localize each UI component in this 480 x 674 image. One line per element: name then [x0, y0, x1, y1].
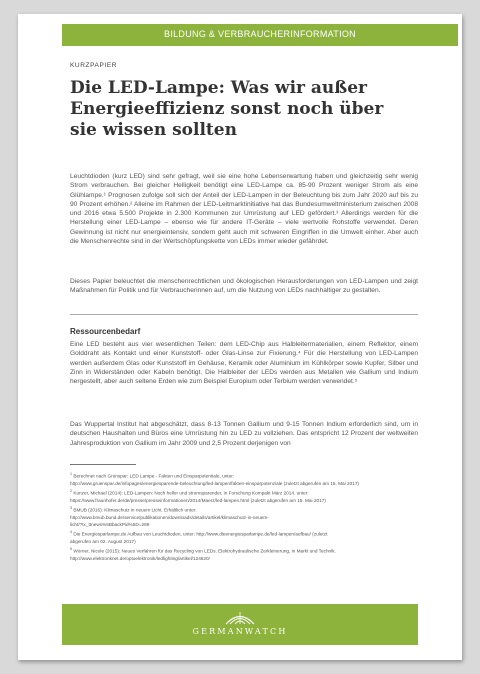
footnote-text: Wörner, Nicole (2015): Neues Verfahren für das Recycling von LEDs. Elektrohydraulische Zerkleinerung, in Markt und Technik. [73, 548, 336, 554]
footnote-number: 1 [70, 472, 72, 476]
summary-paragraph [70, 277, 418, 296]
document-page [18, 14, 462, 660]
footnote-text: BMUB (2016): Klimaschutz in neuem Licht. Erhältlich unter: [73, 507, 197, 513]
section-heading: Ressourcenbedarf [70, 327, 141, 336]
section-text-2: Das Wuppertal Institut hat abgeschätzt, dass 8-13 Tonnen Gallium und 9-15 Tonnen Indium erforderlich sind, um in deutschen Haushalten und Büros eine Umrüstung hin zu LED zu vollziehen. Das entspricht 12 Prozent der weltweiten Jahresproduktion von Gallium im Jahr 2009 und 2,5 Prozent derjenigen von [70, 421, 418, 447]
footnote-5 [70, 546, 420, 563]
footer-bar [62, 604, 418, 645]
footnote-divider [70, 464, 136, 465]
footnotes [70, 471, 420, 562]
footnote-text: Berechnet nach Grünspar: LED Lampe - Fakten und Einsparpotentiale, unter: [73, 473, 235, 479]
footnote-number: 3 [70, 505, 72, 510]
footnote-text: Die Energiesparlampe.de Aufbau von Leuchtdioden, unter: http://www.dieenergiesparlampe.de/led-lampen/aufbau/ (zuletzt [73, 531, 328, 537]
germanwatch-logo-text: GERMANWATCH [192, 627, 288, 636]
footnote-number: 2 [70, 488, 72, 493]
intro-text: Leuchtdioden (kurz LED) sind sehr gefragt, weil sie eine hohe Lebenserwartung haben und gleichzeitig sehr wenig Strom verbrauchen. Bei gleicher Helligkeit benötigt eine LED-Lampe ca. 85-90 Prozent weniger Strom als eine Glühlampe.¹ Prognosen zufolge soll sich der Anteil der LED-Lampen in der Beleuchtung bis zum Jahr 2020 auf bis zu 90 Prozent erhöhen.² Alleine im Rahmen der LED-Leitmarktinitiative hat das Bundesumweltministerium zwischen 2008 und 2016 etwa 5.500 Projekte in 2.300 Kommunen zur Umrüstung auf LED gefördert.³ Allerdings werden für die Herstellung einer LED-Lampe – ebenso wie für andere IT-Geräte – viele wertvolle Rohstoffe verwendet. Deren Gewinnung ist nicht nur energieintensiv, sondern geht auch mit schweren Eingriffen in die Umwelt einher. Aber auch die Menschenrechte sind in der Wertschöpfungskette von LEDs immer wieder gefährdet. [70, 173, 418, 246]
footnote-number: 5 [70, 546, 72, 551]
footnote-3 [70, 505, 420, 529]
section-paragraph-2 [70, 420, 418, 448]
intro-paragraph [70, 172, 418, 246]
section-divider [70, 314, 418, 315]
footnote-4 [70, 529, 420, 546]
footnote-1 [70, 471, 420, 488]
footnote-link[interactable]: http://www.elektronknet.de/optoelektronik/ledlighting/artikel/124620/ [70, 555, 210, 561]
footnote-link[interactable]: https://www.fraunhofer.de/de/presse/presseinformationen/2014/Maerz/led-lampen.html (zuletzt abgerufen am 15. Mai 2017) [70, 497, 326, 503]
germanwatch-logo-icon [225, 609, 255, 625]
footnote-link-continued[interactable]: licht/?tx_ttnews%5BbackPid%5D=289 [70, 522, 150, 528]
footnote-link[interactable]: http://www.gruenspar.de/infopages/energiesparende-beleuchtung/led-lampen/fakten-einsparpotenziale (zuletzt abgerufen am 15. Mai 2017) [70, 481, 359, 487]
footnote-number: 4 [70, 529, 72, 534]
footnote-text-continued: abgerufen am 02. August 2017) [70, 539, 136, 544]
footnote-2 [70, 488, 420, 505]
header-bar [62, 24, 458, 46]
section-paragraph-1 [70, 340, 418, 386]
footnote-text: Kunzer, Michael (2014): LED-Lampen: Noch heller und stromsparender, in Forschung Kompakt März 2014, unter: [73, 490, 309, 496]
summary-text: Dieses Papier beleuchtet die menschenrechtlichen und ökologischen Herausforderungen von LED-Lampen und zeigt Maßnahmen für Politik und für Verbraucherinnen auf, um die Nutzung von LEDs nachhaltiger zu gestalten. [70, 278, 418, 295]
document-title: Die LED-Lampe: Was wir außer Energieeffizienz sonst noch über sie wissen sollten [70, 78, 384, 140]
header-label: BILDUNG & VERBRAUCHERINFORMATION [164, 29, 356, 39]
document-kicker: KURZPAPIER [70, 62, 118, 69]
footnote-link[interactable]: http://www.bmub.bund.de/service/publikationen/downloads/details/artikel/klimaschutz-in-neuem- [70, 514, 269, 520]
section-text-1: Eine LED besteht aus vier wesentlichen Teilen: dem LED-Chip aus Halbleitermaterialien, einem Reflektor, einem Golddraht als Kontakt und einer Kunststoff- oder Glas-Linse zur Fixierung.⁴ Für die Herstellung von LED-Lampen werden außerdem Glas oder Kunststoff im Gehäuse, Keramik oder Aluminium im Kühlkörper sowie Kupfer, Silber und Zinn in Widerständen oder Kabeln benötigt. Die Halbleiter der LEDs werden aus Metallen wie Gallium und Indium hergestellt, aber auch seltene Erden wie zum Beispiel Europium oder Terbium werden verwendet.⁵ [70, 341, 418, 386]
